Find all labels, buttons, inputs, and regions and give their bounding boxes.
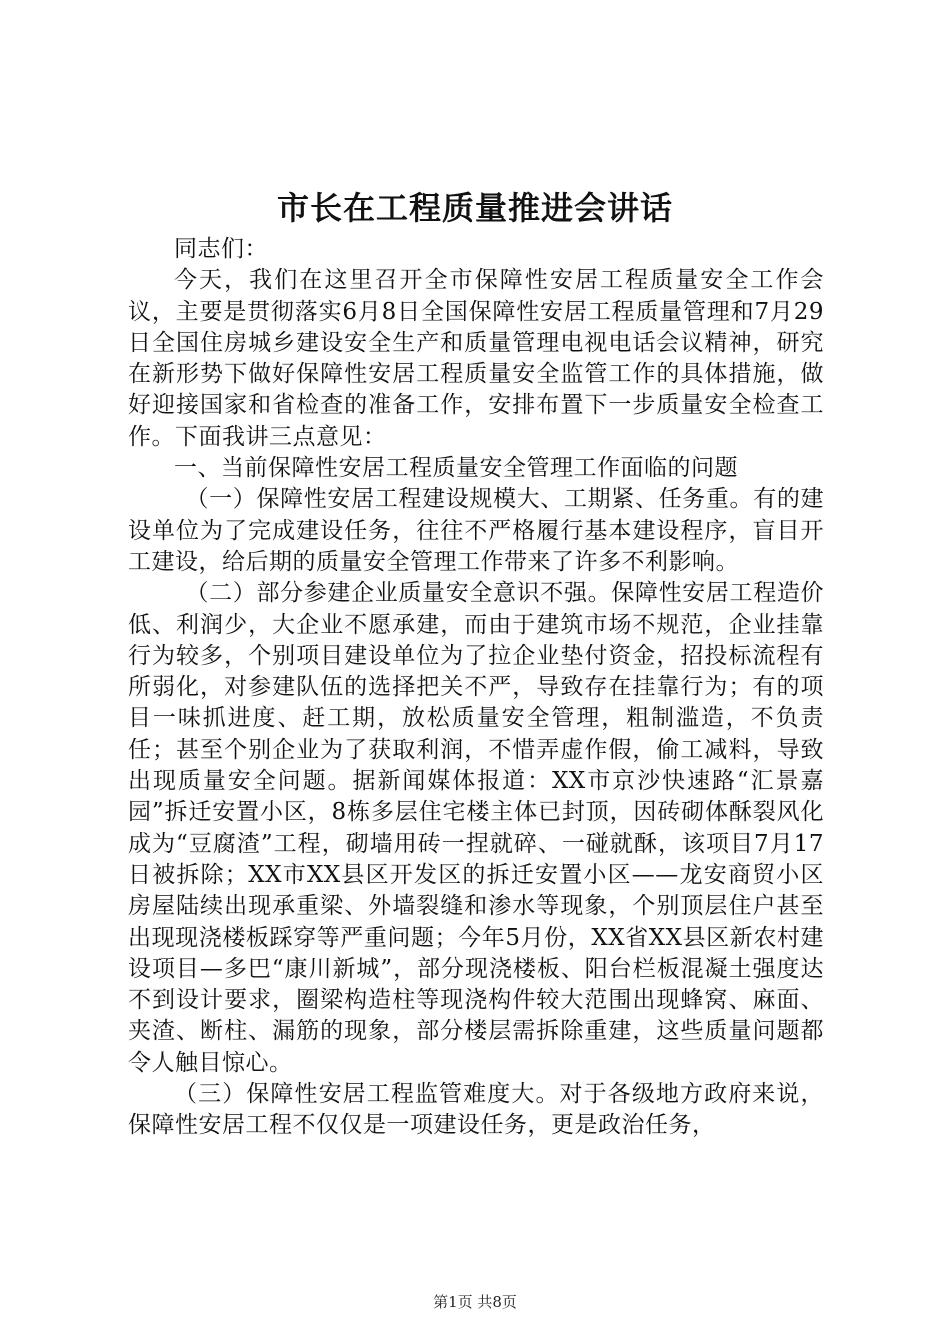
greeting: 同志们： [174,236,268,262]
paragraph-point-1: （一）保障性安居工程建设规模大、工期紧、任务重。有的建设单位为了完成建设任务，往往不严格履行基本建设程序，盲目开工建设，给后期的质量安全管理工作带来了许多不利影响。 [128,486,824,575]
section-heading-1: 一、当前保障性安居工程质量安全管理工作面临的问题 [174,455,738,482]
document-body [128,234,824,1142]
paragraph-point-3: （三）保障性安居工程监管难度大。对于各级地方政府来说，保障性安居工程不仅仅是一项建设任务，更是政治任务， [128,1081,824,1139]
paragraph-intro: 今天，我们在这里召开全市保障性安居工程质量安全工作会议，主要是贯彻落实6月8日全国保障性安居工程质量管理和7月29日全国住房城乡建设安全生产和质量管理电视电话会议精神，研究在新形势下做好保障性安居工程质量安全监管工作的具体措施，做好迎接国家和省检查的准备工作，安排布置下一步质量安全检查工作。下面我讲三点意见： [128,267,824,450]
paragraph-point-2: （二）部分参建企业质量安全意识不强。保障性安居工程造价低、利润少，大企业不愿承建，而由于建筑市场不规范，企业挂靠行为较多，个别项目建设单位为了拉企业垫付资金，招投标流程有所弱化，对参建队伍的选择把关不严，导致存在挂靠行为；有的项目一味抓进度、赶工期，放松质量安全管理，粗制滥造，不负责任；甚至个别企业为了获取利润，不惜弄虚作假，偷工减料，导致出现质量安全问题。据新闻媒体报道：XX市京沙快速路“汇景嘉园”拆迁安置小区，8栋多层住宅楼主体已封顶，因砖砌体酥裂风化成为“豆腐渣”工程，砌墙用砖一捏就碎、一碰就酥，该项目7月17日被拆除；XX市XX县区开发区的拆迁安置小区——龙安商贸小区房屋陆续出现承重梁、外墙裂缝和渗水等现象，个别顶层住户甚至出现现浇楼板踩穿等严重问题；今年5月份，XX省XX县区新农村建设项目—多巴“康川新城”，部分现浇楼板、阳台栏板混凝土强度达不到设计要求，圈梁构造柱等现浇构件较大范围出现蜂窝、麻面、夹渣、断柱、漏筋的现象，部分楼层需拆除重建，这些质量问题都令人触目惊心。 [128,580,824,1076]
document-title: 市长在工程质量推进会讲话 [276,189,673,227]
page-footer: 第1页 共8页 [433,1293,517,1311]
